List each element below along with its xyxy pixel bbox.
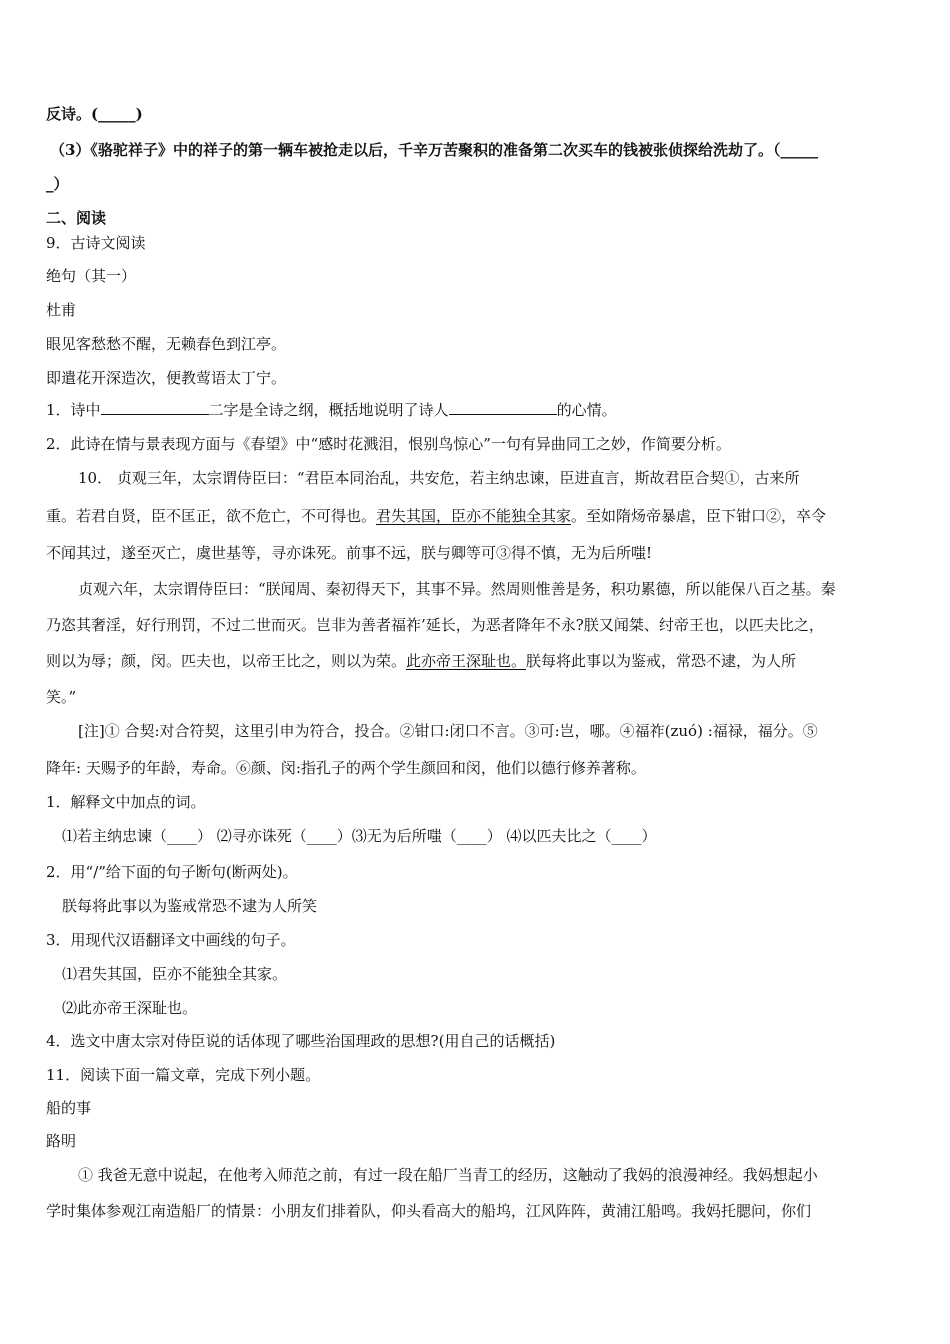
q10-p1-line2-a: 重。若君自贤，臣不匡正，欲不危亡，不可得也。 — [46, 507, 377, 525]
poem-author: 杜甫 — [46, 301, 77, 319]
q10-sub2: 2．用“/”给下面的句子断句(断两处)。 — [46, 863, 298, 881]
q10-p2-line2: 乃恣其奢淫，好行刑罚，不过二世而灭。岂非为善者福祚’延长，为恶者降年不永?朕又闻桀、纣帝王也，以匹夫比之， — [46, 616, 824, 634]
article-p1-line1: ① 我爸无意中说起，在他考入师范之前，有过一段在船厂当青工的经历，这触动了我妈的浪漫神经。我妈想起小 — [78, 1166, 818, 1184]
section2-title: 二、阅读 — [46, 209, 107, 227]
q10-note-line1: [注]① 合契:对合符契，这里引申为符合，投合。②钳口:闭口不言。③可:岂，哪。④福祚(zuó) :福禄，福分。⑤ — [78, 722, 818, 740]
q9-sub1-part-b: 二字是全诗之纲，概括地说明了诗人 — [208, 401, 449, 419]
q3-line1: （3）《骆驼祥子》中的祥子的第一辆车被抢走以后，千辛万苦聚积的准备第二次买车的钱被张侦探给洗劫了。（_____ — [50, 141, 818, 159]
underlined-sentence-1: 君失其国，臣亦不能独全其家 — [376, 507, 572, 525]
answer-blank[interactable] — [101, 400, 209, 415]
poem-line-2: 即遣花开深造次，便教莺语太丁宁。 — [46, 369, 287, 387]
q10-sub3-item2: ⑵此亦帝王深耻也。 — [62, 999, 198, 1017]
q10-p2-line1: 贞观六年，太宗谓侍臣曰：“朕闻周、秦初得天下，其事不异。然周则惟善是务，积功累德，所以能保八百之基。秦 — [78, 580, 836, 598]
q10-sub1-items: ⑴若主纳忠谏（____） ⑵寻亦诛死（____）⑶无为后所嗤（____） ⑷以匹夫比之（____） — [62, 827, 657, 845]
q10-p1-line3: 不闻其过，遂至灭亡，虞世基等，寻亦诛死。前事不远，朕与卿等可③得不慎，无为后所嗤! — [46, 544, 653, 562]
underlined-sentence-2: 此亦帝王深耻也。 — [406, 652, 527, 670]
article-p1-line2: 学时集体参观江南造船厂的情景：小朋友们排着队，仰头看高大的船坞，江风阵阵，黄浦江船鸣。我妈托腮问，你们 — [46, 1202, 812, 1220]
q10-sub3: 3．用现代汉语翻译文中画线的句子。 — [46, 931, 296, 949]
q9-sub1-part-a: 1．诗中 — [46, 401, 101, 419]
q10-sub3-item1: ⑴君失其国，臣亦不能独全其家。 — [62, 965, 288, 983]
q10-p2-line4: 笑。” — [46, 688, 77, 706]
answer-blank[interactable] — [449, 400, 557, 415]
poem-line-1: 眼见客愁愁不醒，无赖春色到江亭。 — [46, 335, 287, 353]
q10-p1-line2 — [46, 506, 912, 526]
q9-sub1-part-c: 的心情。 — [556, 401, 617, 419]
q10-sub4: 4．选文中唐太宗对侍臣说的话体现了哪些治国理政的思想?(用自己的话概括) — [46, 1032, 556, 1050]
q10-p2-line3-b: 朕每将此事以为鉴戒，常恐不逮，为人所 — [526, 652, 797, 670]
q9-sub2: 2．此诗在情与景表现方面与《春望》中“感时花溅泪，恨别鸟惊心”一句有异曲同工之妙，作简要分析。 — [46, 435, 731, 453]
q10-p2-line3 — [46, 651, 912, 671]
poem-title: 绝句（其一） — [46, 267, 137, 285]
q10-note-line2: 降年: 天赐予的年龄，寿命。⑥颜、闵:指孔子的两个学生颜回和闵，他们以德行修养著称。 — [46, 759, 646, 777]
article-title: 船的事 — [46, 1099, 92, 1117]
q9-sub1 — [46, 400, 912, 420]
q10-sub2-text: 朕每将此事以为鉴戒常恐不逮为人所笑 — [62, 897, 318, 915]
q10-p2-line3-a: 则以为辱；颜，闵。匹夫也，以帝王比之，则以为荣。 — [46, 652, 407, 670]
q10-p1-line1: 10． 贞观三年，太宗谓侍臣曰：“君臣本同治乱，共安危，若主纳忠谏，臣进直言，斯故君臣合契①，古来所 — [78, 469, 800, 487]
article-author: 路明 — [46, 1132, 77, 1150]
q3-line2: _） — [46, 175, 69, 193]
q10-p1-line2-b: 。至如隋炀帝暴虐，臣下钳口②，卒令 — [571, 507, 827, 525]
q9-heading: 9．古诗文阅读 — [46, 234, 146, 252]
q10-sub1: 1．解释文中加点的词。 — [46, 793, 206, 811]
q3-tail-line: 反诗。(_____) — [46, 105, 143, 123]
q11-heading: 11．阅读下面一篇文章，完成下列小题。 — [46, 1066, 321, 1084]
